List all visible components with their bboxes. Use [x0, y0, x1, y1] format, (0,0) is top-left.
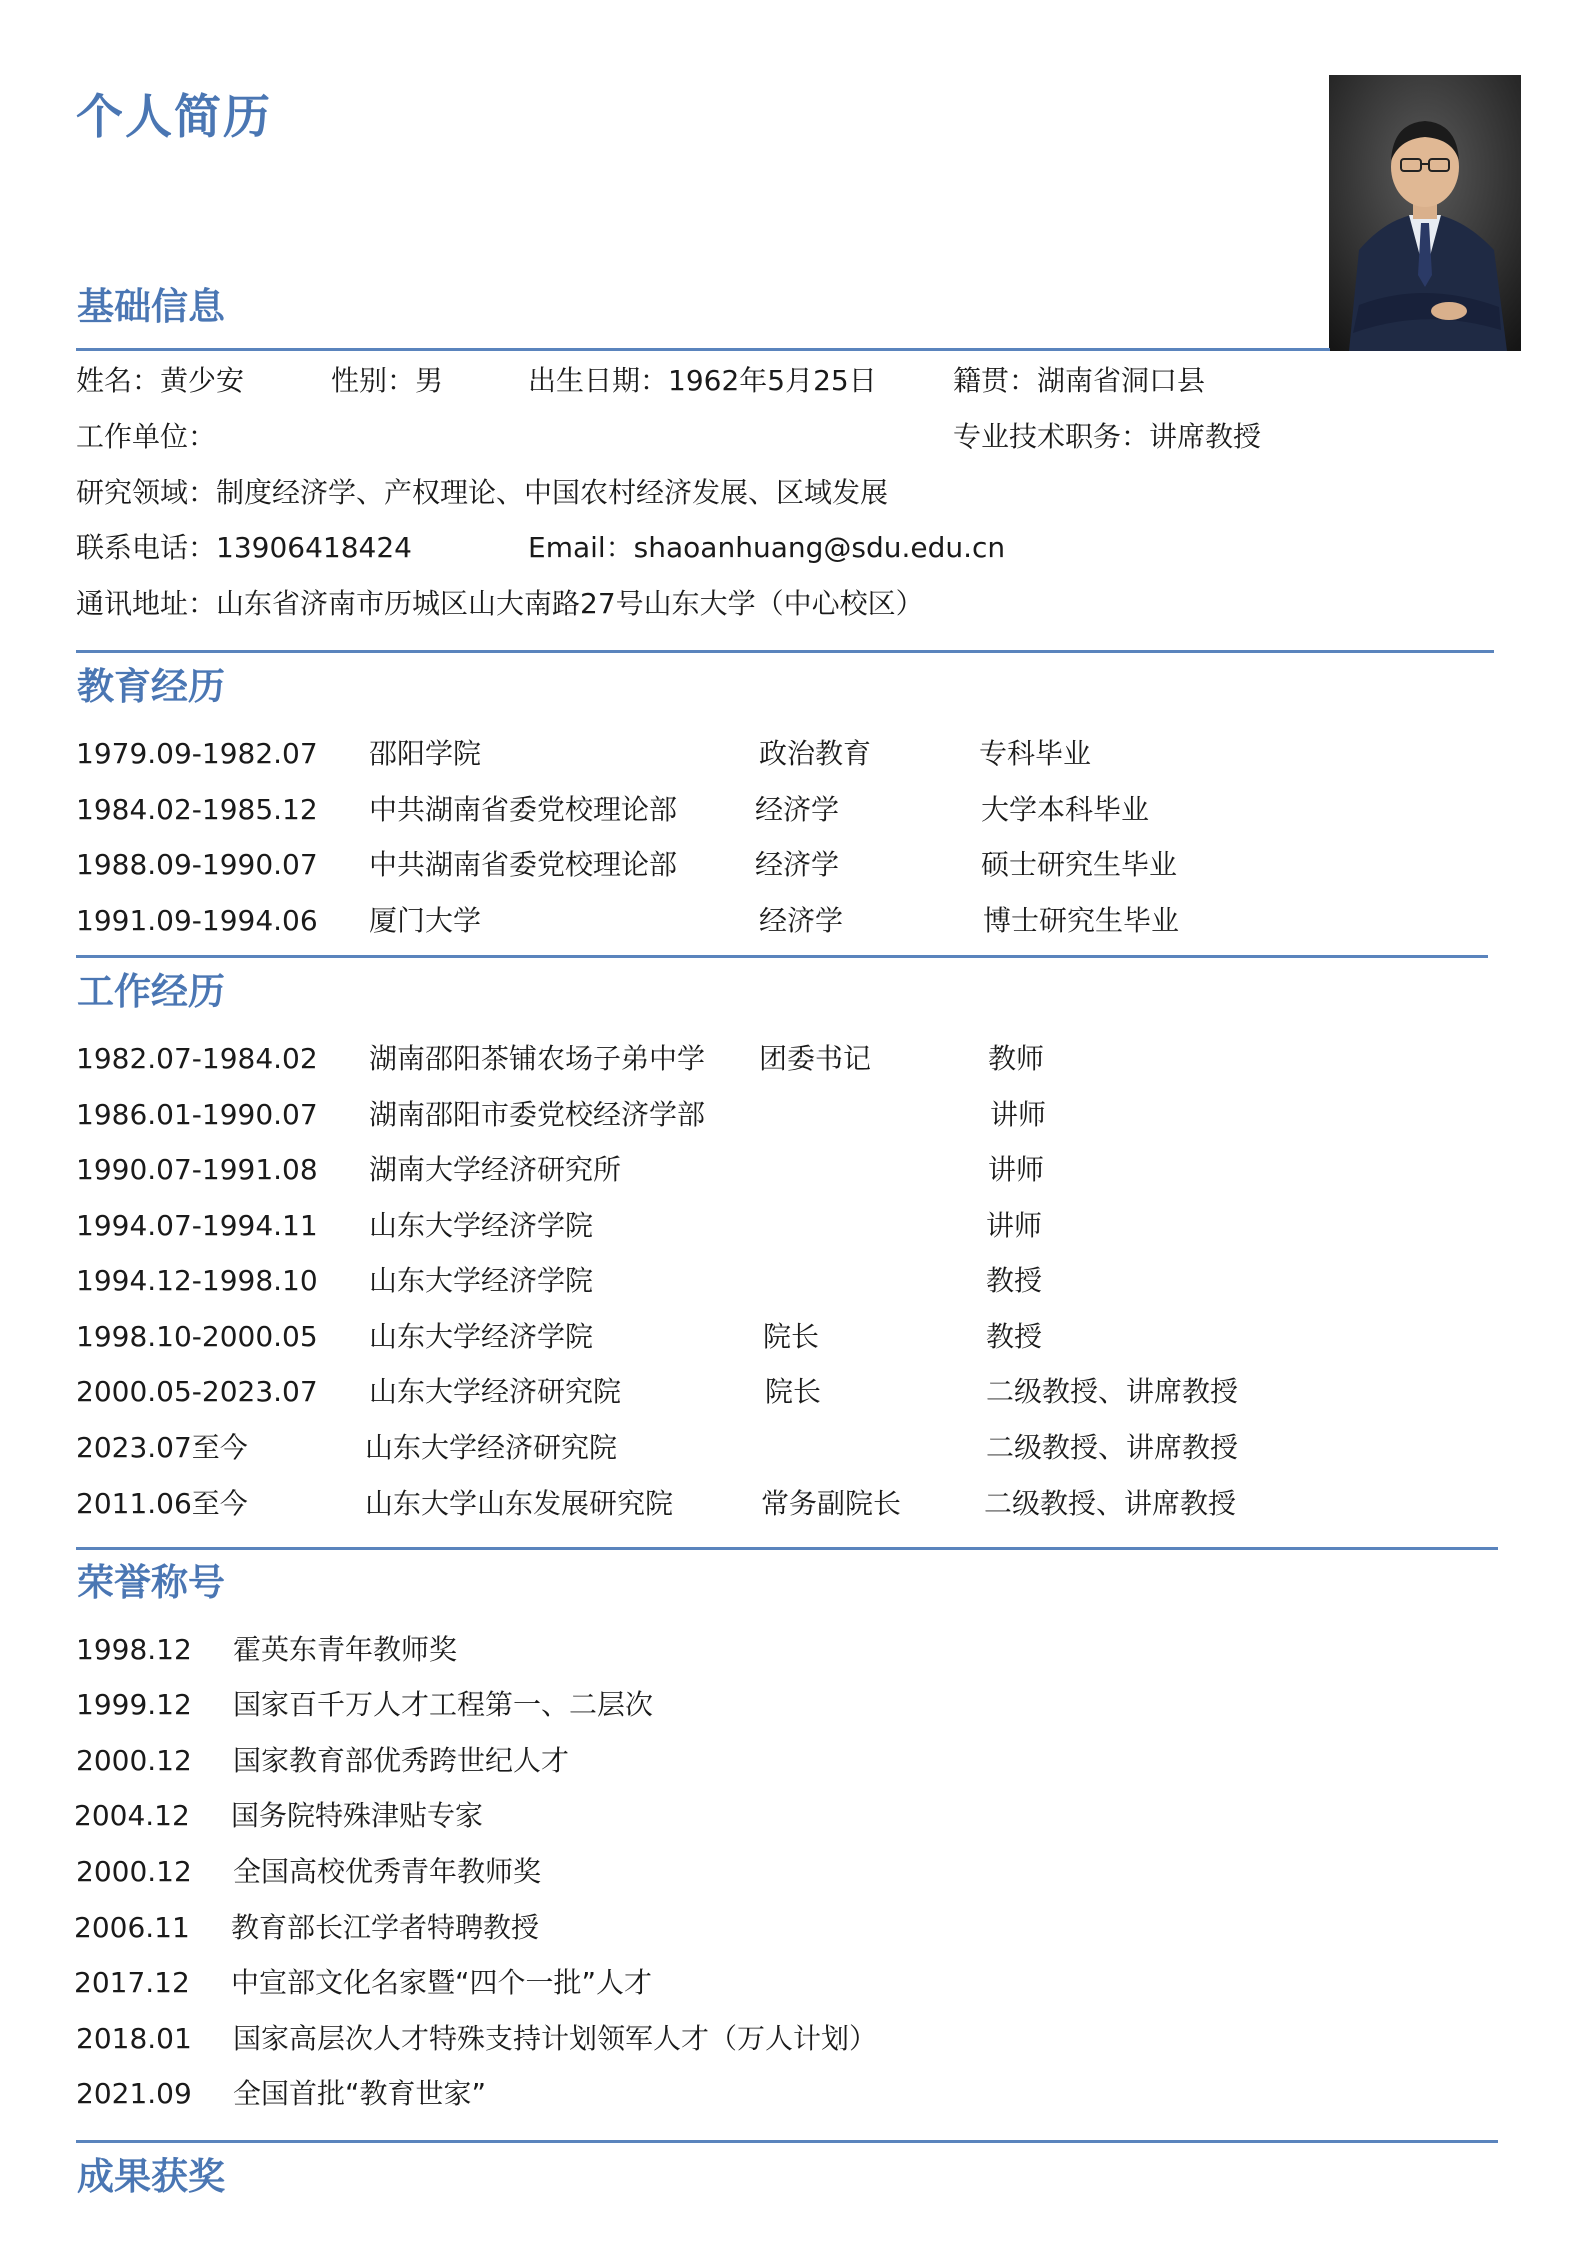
education-major: 经济学	[759, 904, 844, 937]
work-org: 山东大学经济学院	[369, 1264, 594, 1297]
work-rank: 讲师	[990, 1098, 1047, 1131]
work-period: 1994.07-1994.11	[76, 1209, 318, 1242]
section-divider	[76, 2140, 1498, 2143]
work-rank: 教授	[986, 1264, 1043, 1297]
honor-date: 2017.12	[74, 1966, 190, 1999]
section-honors-heading: 荣誉称号	[77, 1561, 225, 1604]
section-basic-heading: 基础信息	[77, 285, 225, 328]
portrait-photo	[1329, 75, 1521, 351]
education-period: 1988.09-1990.07	[76, 848, 318, 881]
education-period: 1991.09-1994.06	[76, 904, 318, 937]
work-period: 1990.07-1991.08	[76, 1153, 318, 1186]
work-org: 湖南大学经济研究所	[369, 1153, 622, 1186]
honor-text: 霍英东青年教师奖	[233, 1633, 458, 1666]
section-work-heading: 工作经历	[77, 970, 225, 1013]
work-period: 1986.01-1990.07	[76, 1098, 318, 1131]
work-rank: 讲师	[986, 1209, 1043, 1242]
section-divider	[76, 650, 1494, 653]
work-rank: 教师	[988, 1042, 1045, 1075]
basic-address: 通讯地址：山东省济南市历城区山大南路27号山东大学（中心校区）	[76, 587, 924, 620]
work-org: 山东大学经济学院	[369, 1320, 594, 1353]
education-major: 经济学	[755, 848, 840, 881]
honor-text: 国家高层次人才特殊支持计划领军人才（万人计划）	[233, 2022, 878, 2055]
work-post: 常务副院长	[761, 1487, 902, 1520]
basic-birth: 出生日期：1962年5月25日	[528, 364, 877, 397]
honor-date: 2000.12	[76, 1855, 192, 1888]
education-major: 经济学	[755, 793, 840, 826]
work-period: 2000.05-2023.07	[76, 1375, 318, 1408]
work-rank: 二级教授、讲席教授	[986, 1375, 1239, 1408]
work-rank: 讲师	[988, 1153, 1045, 1186]
section-divider	[76, 1547, 1498, 1550]
work-rank: 二级教授、讲席教授	[984, 1487, 1237, 1520]
education-degree: 大学本科毕业	[981, 793, 1150, 826]
basic-title: 专业技术职务：讲席教授	[953, 420, 1262, 453]
basic-phone: 联系电话：13906418424	[76, 531, 412, 564]
basic-research: 研究领域：制度经济学、产权理论、中国农村经济发展、区域发展	[76, 476, 889, 509]
work-rank: 教授	[986, 1320, 1043, 1353]
section-divider	[76, 955, 1488, 958]
page-title: 个人简历	[76, 90, 272, 145]
honor-date: 1998.12	[76, 1633, 192, 1666]
work-org: 山东大学经济研究院	[365, 1431, 618, 1464]
honor-date: 2018.01	[76, 2022, 192, 2055]
work-period: 2023.07至今	[76, 1431, 248, 1464]
honor-date: 2021.09	[76, 2077, 192, 2110]
work-post: 院长	[763, 1320, 820, 1353]
education-degree: 博士研究生毕业	[983, 904, 1180, 937]
honor-text: 国家百千万人才工程第一、二层次	[233, 1688, 654, 1721]
honor-date: 1999.12	[76, 1688, 192, 1721]
honor-text: 国务院特殊津贴专家	[231, 1799, 484, 1832]
honor-date: 2006.11	[74, 1911, 190, 1944]
work-org: 山东大学经济学院	[369, 1209, 594, 1242]
honor-text: 国家教育部优秀跨世纪人才	[233, 1744, 570, 1777]
basic-employer: 工作单位：	[76, 420, 217, 453]
work-org: 湖南邵阳茶铺农场子弟中学	[369, 1042, 706, 1075]
education-period: 1984.02-1985.12	[76, 793, 318, 826]
section-achievements-heading: 成果获奖	[77, 2155, 225, 2198]
basic-gender: 性别：男	[331, 364, 444, 397]
education-degree: 专科毕业	[979, 737, 1092, 770]
work-org: 山东大学经济研究院	[369, 1375, 622, 1408]
work-period: 1994.12-1998.10	[76, 1264, 318, 1297]
work-rank: 二级教授、讲席教授	[986, 1431, 1239, 1464]
education-degree: 硕士研究生毕业	[981, 848, 1178, 881]
honor-date: 2000.12	[76, 1744, 192, 1777]
education-school: 中共湖南省委党校理论部	[369, 848, 678, 881]
basic-name: 姓名：黄少安	[76, 364, 245, 397]
work-org: 湖南邵阳市委党校经济学部	[369, 1098, 706, 1131]
honor-date: 2004.12	[74, 1799, 190, 1832]
education-major: 政治教育	[759, 737, 872, 770]
work-post: 院长	[765, 1375, 822, 1408]
honor-text: 全国高校优秀青年教师奖	[233, 1855, 542, 1888]
education-school: 中共湖南省委党校理论部	[369, 793, 678, 826]
honor-text: 中宣部文化名家暨“四个一批”人才	[231, 1966, 653, 1999]
honor-text: 教育部长江学者特聘教授	[231, 1911, 540, 1944]
work-period: 1982.07-1984.02	[76, 1042, 318, 1075]
honor-text: 全国首批“教育世家”	[233, 2077, 487, 2110]
section-divider	[76, 348, 1330, 351]
section-education-heading: 教育经历	[77, 665, 225, 708]
work-period: 1998.10-2000.05	[76, 1320, 318, 1353]
work-post: 团委书记	[759, 1042, 872, 1075]
education-school: 厦门大学	[369, 904, 482, 937]
education-period: 1979.09-1982.07	[76, 737, 318, 770]
education-school: 邵阳学院	[369, 737, 482, 770]
work-period: 2011.06至今	[76, 1487, 248, 1520]
basic-email: Email：shaoanhuang@sdu.edu.cn	[528, 531, 1006, 564]
work-org: 山东大学山东发展研究院	[365, 1487, 674, 1520]
basic-origin: 籍贯：湖南省洞口县	[953, 364, 1206, 397]
